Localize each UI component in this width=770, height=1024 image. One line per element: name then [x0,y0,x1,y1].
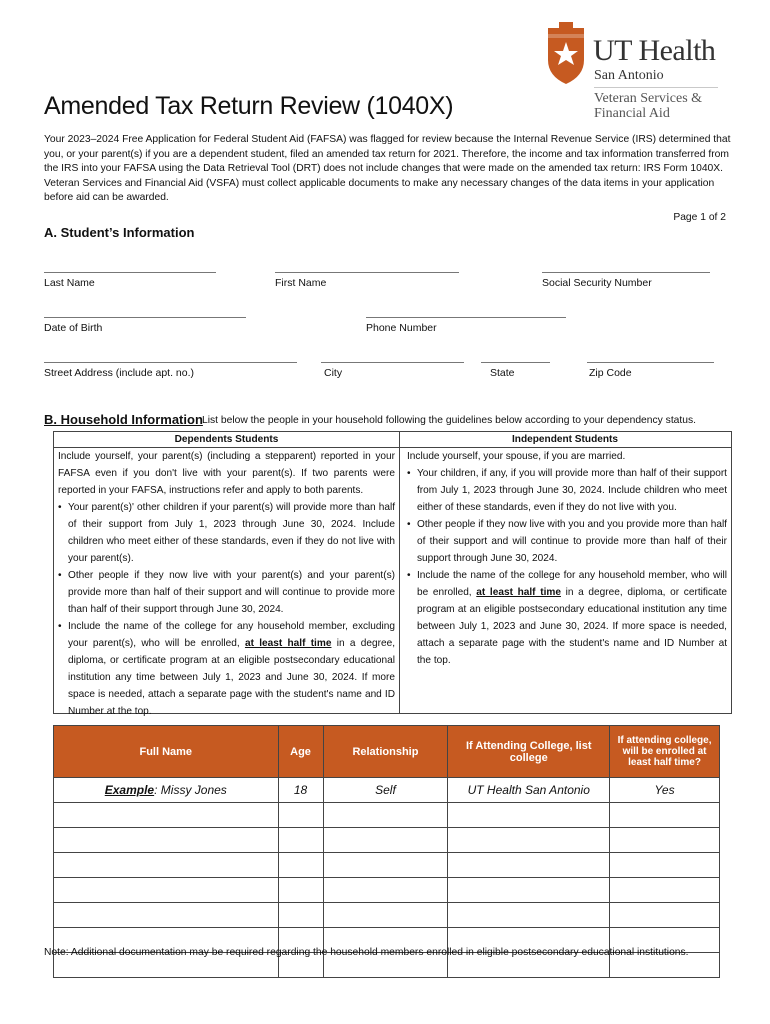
header-relationship: Relationship [323,726,448,778]
logo-divider [594,87,718,88]
independent-half-time-emphasis: at least half time [476,587,561,598]
table-row [54,878,720,903]
example-row [54,778,720,803]
phone-field[interactable] [366,317,566,318]
example-name: : Missy Jones [154,783,227,797]
table-row [54,853,720,878]
relationship-input[interactable] [323,903,448,928]
ssn-label: Social Security Number [542,277,652,289]
intro-paragraph: Your 2023–2024 Free Application for Federal Student Aid (FAFSA) was flagged for review because the Internal Revenue Service (IRS) determined that you, or your parent(s) if you are a dependent student, filed an amended tax return for 2021. Therefore, the income and tax information transferred from the IRS into your FAFSA using the Data Retrieval Tool (DRT) does not include changes that were made on the amended tax return: IRS Form 1040X. Veteran Services and Financial Aid (VSFA) must collect applicable documents to make any necessary changes of the data items in your application before aid can be awarded. [44,134,731,203]
age-input[interactable] [278,853,323,878]
independent-bullet-1: • Your children, if any, if you will provide more than half of their support from July 1, 2023 through June 30, 2024. Include children who meet either of these standards, even if they do not live with you. [417,465,727,516]
dependent-bullet-1: • Your parent(s)' other children if your parent(s) will provide more than half of their support from July 1, 2023 through June 30, 2024. Include children who meet either of these standards, even if they do not live with your parent(s). [68,499,395,567]
half-time-input[interactable] [610,903,720,928]
last-name-label: Last Name [44,277,95,289]
section-b-title: B. Household Information [44,412,203,427]
household-table-header [54,726,720,778]
first-name-label: First Name [275,277,327,289]
section-a-title: A. Student’s Information [44,225,195,240]
table-row [54,828,720,853]
age-input[interactable] [278,903,323,928]
independent-intro: Include yourself, your spouse, if you are married. [407,451,626,462]
age-input[interactable] [278,828,323,853]
independent-bullet-3 [417,567,727,669]
ssn-field[interactable] [542,272,710,273]
example-relationship: Self [323,778,448,803]
last-name-field[interactable] [44,272,216,273]
full-name-input[interactable] [54,903,279,928]
shield-star-icon [545,20,587,86]
logo-veteran-services: Veteran Services & [594,91,703,106]
state-field[interactable] [481,362,550,363]
full-name-input[interactable] [54,853,279,878]
dependent-bullet-3 [68,618,395,720]
independent-students-column [399,432,731,713]
dependent-students-column [54,432,400,717]
dependent-bullet-3-post: in a degree, diploma, or certificate program at an eligible postsecondary educational institution any time between July 1, 2023 and June 30, 2024. If more space is needed, attach a separate page with the student's name and ID Number at the top. [68,638,395,717]
relationship-input[interactable] [323,828,448,853]
household-table [53,725,720,978]
logo-department [594,91,702,121]
college-input[interactable] [448,803,610,828]
header-half-time: If attending college, will be enrolled at least half time? [610,726,720,778]
full-name-input[interactable] [54,828,279,853]
full-name-input[interactable] [54,878,279,903]
college-input[interactable] [448,828,610,853]
dependent-intro: Include yourself, your parent(s) (including a stepparent) reported in your FAFSA even if you don't live with your parent(s). If two parents were reported in your FAFSA, instructions refer and apply to both parents. [58,451,395,496]
relationship-input[interactable] [323,803,448,828]
city-label: City [324,367,343,379]
age-input[interactable] [278,878,323,903]
college-input[interactable] [448,903,610,928]
independent-bullet-2: • Other people if they now live with you and you provide more than half of their support and will continue to provide more than half of their support through June 30, 2024. [417,516,727,567]
header-college: If Attending College, list college [448,726,610,778]
zip-label: Zip Code [589,367,632,379]
half-time-input[interactable] [610,828,720,853]
first-name-field[interactable] [275,272,459,273]
dependent-bullet-2: • Other people if they now live with your parent(s) and your parent(s) provide more than half of their support and will continue to provide more than half of their support through June 30, 2024. [68,567,395,618]
independent-bullet-3-pre: Include the name of the college for any household member, who will be enrolled, [417,570,727,598]
age-input[interactable] [278,803,323,828]
section-b-instruction: List below the people in your household following the guidelines below according to your dependency status. [202,415,697,426]
relationship-input[interactable] [323,878,448,903]
dependent-students-header: Dependents Students [54,432,399,448]
phone-label: Phone Number [366,322,437,334]
street-label: Street Address (include apt. no.) [44,367,194,379]
college-input[interactable] [448,878,610,903]
dependent-bullet-3-pre: Include the name of the college for any household member, excluding your parent(s), who will be enrolled, [68,621,395,649]
table-row [54,803,720,828]
example-age: 18 [278,778,323,803]
dob-field[interactable] [44,317,246,318]
example-half-time: Yes [610,778,720,803]
header-full-name: Full Name [54,726,279,778]
dependent-half-time-emphasis: at least half time [244,638,332,649]
full-name-input[interactable] [54,803,279,828]
half-time-input[interactable] [610,803,720,828]
dob-label: Date of Birth [44,322,103,334]
example-name-cell [54,778,279,803]
street-field[interactable] [44,362,297,363]
relationship-input[interactable] [323,853,448,878]
half-time-input[interactable] [610,853,720,878]
household-guidelines-box [53,431,732,717]
footer-note: Note: Additional documentation may be required regarding the household members enrolled in eligible postsecondary educational institutions. [44,947,689,958]
independent-students-header: Independent Students [399,432,731,448]
state-label: State [490,367,515,379]
zip-field[interactable] [587,362,714,363]
logo-financial-aid: Financial Aid [594,106,670,121]
example-label: Example [104,783,155,797]
college-input[interactable] [448,853,610,878]
ut-health-logo [545,20,725,125]
half-time-input[interactable] [610,878,720,903]
logo-ut-health: UT Health [593,34,716,67]
table-row [54,903,720,928]
example-college: UT Health San Antonio [448,778,610,803]
page-title: Amended Tax Return Review (1040X) [44,92,454,120]
page-number: Page 1 of 2 [673,212,726,223]
logo-san-antonio: San Antonio [594,68,664,83]
city-field[interactable] [321,362,464,363]
independent-bullet-3-post: in a degree, diploma, or certificate program at an eligible postsecondary educational institution any time between July 1, 2023 and June 30, 2024. If more space is needed, attach a separate page with the student's name and ID Number at the top. [417,587,727,666]
header-age: Age [278,726,323,778]
